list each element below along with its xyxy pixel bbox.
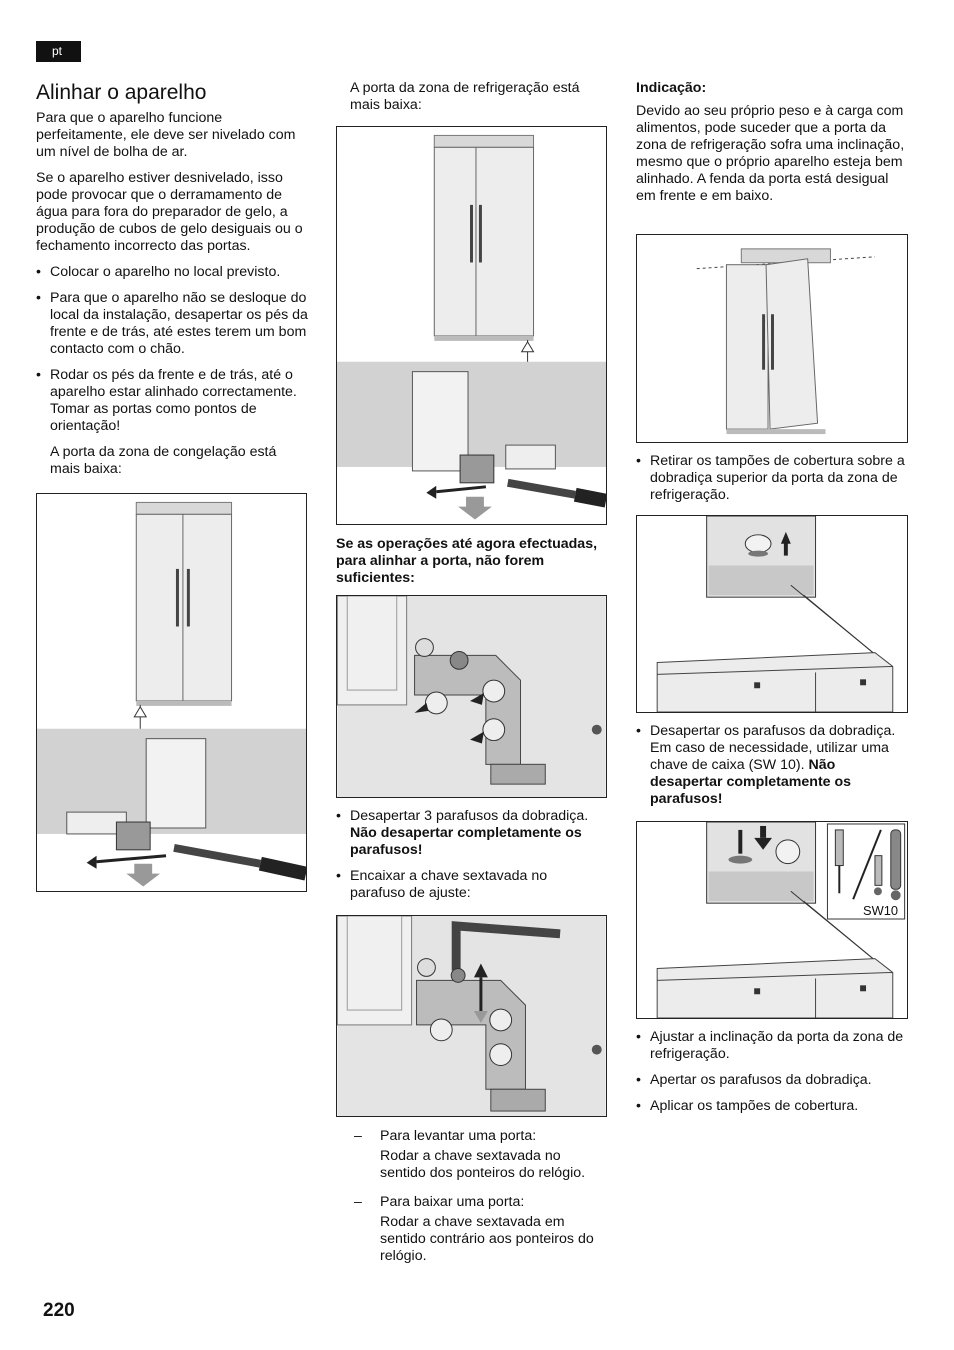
socket-wrench-illustration: [637, 822, 907, 1018]
list-item-raise: – Para levantar uma porta: Rodar a chave sextavada no sentido dos ponteiros do relógio.: [336, 1128, 608, 1182]
figure-cover-caps: [636, 515, 908, 713]
list-item-lower: – Para baixar uma porta: Rodar a chave sextavada em sentido contrário aos ponteiros do relógio.: [336, 1194, 608, 1265]
paragraph-intro: Para que o aparelho funcione perfeitamente, ele deve ser nivelado com um nível de bolha de ar.: [36, 110, 296, 160]
figure-hex-key: [336, 915, 607, 1117]
bullet-list: [336, 808, 606, 902]
list-item: • Apertar os parafusos da dobradiça.: [636, 1072, 908, 1089]
language-tag: pt: [36, 41, 81, 62]
list-item: • Desapertar os parafusos da dobradiça. Em caso de necessidade, utilizar uma chave de caixa (SW 10). Não desapertar completamente os parafusos!: [636, 723, 908, 808]
paragraph-uneven: Se o aparelho estiver desnivelado, isso pode provocar que o derramamento de água para fora do preparador de gelo, a produção de cubos de gelo desiguais ou o fechamento incorrecto das portas.: [36, 170, 303, 254]
figure-fridge-door-lower: [336, 126, 607, 525]
list-item: • Colocar o aparelho no local previsto.: [36, 264, 308, 281]
list-item: • Para que o aparelho não se desloque do local da instalação, desapertar os pés da frente e de trás, até estes terem um bom contacto com o chão.: [36, 290, 308, 358]
list-item: • Ajustar a inclinação da porta da zona de refrigeração.: [636, 1029, 908, 1063]
bullet-list: [36, 264, 308, 435]
list-item: • Encaixar a chave sextavada no parafuso de ajuste:: [336, 868, 606, 902]
column-1: [36, 80, 308, 487]
fridge-door-lower-caption: A porta da zona de refrigeração está mais baixa:: [350, 80, 580, 113]
door-tilt-illustration: [637, 235, 907, 442]
figure-freezer-door-lower: [36, 493, 307, 892]
fridge-foot-adjust-illustration: [337, 127, 606, 524]
hinge-screws-illustration: [337, 596, 606, 797]
note-heading: Indicação:: [636, 80, 707, 96]
list-item: • Aplicar os tampões de cobertura.: [636, 1098, 908, 1115]
figure-hinge-screws: [336, 595, 607, 798]
column-3-step1: [636, 453, 908, 513]
page-number: 220: [43, 1300, 75, 1321]
list-item: • Desapertar 3 parafusos da dobradiça. Não desapertar completamente os parafusos!: [336, 808, 606, 859]
figure-socket-wrench: [636, 821, 908, 1019]
column-2-intro: [350, 80, 605, 123]
insufficient-adjustment-heading: Se as operações até agora efectuadas, para alinhar a porta, não forem suficientes:: [336, 536, 598, 586]
freezer-door-lower-caption: A porta da zona de congelação está mais baixa:: [50, 444, 277, 477]
note-text: Devido ao seu próprio peso e à carga com alimentos, pode suceder que a porta da zona de refrigeração sofra uma inclinação, mesmo que o próprio aparelho esteja bem alinhado. A fenda da porta está desigual em frente e em baixo.: [636, 103, 905, 204]
column-3-step2: [636, 723, 908, 817]
column-3-final-steps: [636, 1029, 908, 1124]
sw10-label: SW10: [863, 903, 899, 919]
column-2-directions: [336, 1128, 608, 1274]
figure-door-tilt: [636, 234, 908, 443]
column-2-steps: [336, 808, 606, 911]
dash-list: [336, 1128, 608, 1265]
fridge-foot-adjust-illustration: [37, 494, 306, 891]
hex-key-illustration: [337, 916, 606, 1116]
list-item: • Rodar os pés da frente e de trás, até o aparelho estar alinhado correctamente. Tomar as portas como pontos de orientação!: [36, 367, 308, 435]
bullet-list: [636, 1029, 908, 1115]
column-3-note: [636, 80, 908, 214]
list-item: • Retirar os tampões de cobertura sobre a dobradiça superior da porta da zona de refrigeração.: [636, 453, 908, 504]
cover-caps-illustration: [637, 516, 907, 712]
section-title: Alinhar o aparelho: [36, 81, 207, 104]
